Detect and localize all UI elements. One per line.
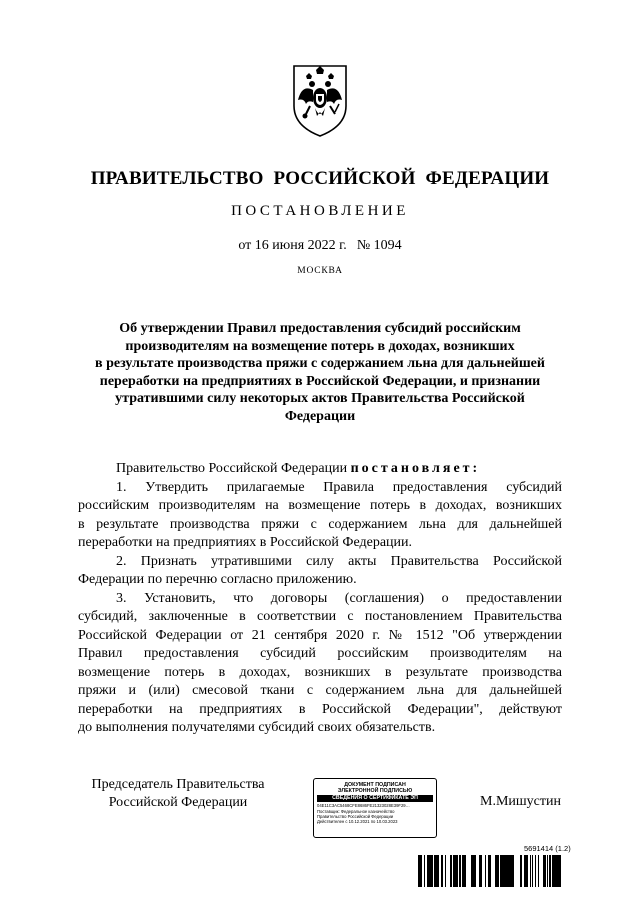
barcode-bar [547,855,548,887]
barcode-bar [429,855,430,887]
barcode-bar [445,855,446,887]
barcode-bar [526,855,528,887]
barcode [418,855,564,887]
body-line: Федерации по перечню согласно приложению. [78,572,357,587]
barcode-bar [506,855,508,887]
barcode-bar [421,855,422,887]
body-line: пряжи и (или) смесовой ткани с содержанием льна для дальнейшей [78,683,562,698]
barcode-bar [504,855,506,887]
barcode-bar [552,855,553,887]
barcode-bar [544,855,545,887]
body-line: российским производителям на возмещение потерь в доходах, возникших [78,498,562,513]
document-subject [78,320,562,425]
barcode-bar [427,855,428,887]
stamp-title-line: ЭЛЕКТРОННОЙ ПОДПИСЬЮ [337,788,413,795]
barcode-bar [479,855,481,887]
government-title: ПРАВИТЕЛЬСТВО РОССИЙСКОЙ ФЕДЕРАЦИИ [90,168,550,189]
barcode-bar [512,855,513,887]
signatory-position-line: Председатель Правительства [91,777,265,792]
barcode-bar [502,855,504,887]
barcode-bar [520,855,522,887]
barcode-bar [501,855,502,887]
body-line: возмещение потерь в доходах, возникших в результате производства [78,664,562,680]
body-line: Правил предоставления субсидий российским производителям на [78,646,562,661]
barcode-bar [437,855,438,887]
barcode-bar [456,855,458,887]
barcode-bar [474,855,476,887]
barcode-bar [428,855,429,887]
stamp-owner2: Правительство Российской Федерации [317,814,394,819]
body-line: переработки на предприятиях в Российской Федерации", действуют [78,701,562,717]
stamp-owner: Поставщик: Федеральное казначейство [317,808,395,814]
barcode-bar [543,855,544,887]
barcode-bar [459,855,460,887]
barcode-bar [554,855,556,887]
stamp-title-line: ДОКУМЕНТ ПОДПИСАН [344,782,406,788]
barcode-bar [485,855,486,887]
decree-intro-text: Правительство Российской Федерации [116,461,351,476]
barcode-bar [532,855,533,887]
barcode-bar [481,855,482,887]
barcode-bar [488,855,489,887]
barcode-bar [500,855,501,887]
body-line: переработки на предприятиях в Российской Федерации. [78,535,413,550]
body-line: 2. Признать утратившими силу акты Правительства Российской [116,553,562,569]
barcode-bar [556,855,558,887]
document-date-line [0,238,640,254]
barcode-bar [545,855,546,887]
subject-line: Об утверждении Правил предоставления субсидий российским [119,321,521,336]
barcode-bar [535,855,536,887]
barcode-bar [495,855,497,887]
barcode-bar [489,855,491,887]
barcode-bar [441,855,442,887]
signatory-position [78,776,278,812]
barcode-number: 5691414 (1.2) [524,844,571,853]
barcode-bar [462,855,463,887]
document-body [78,460,562,738]
subject-line: Федерации [284,408,356,424]
barcode-bar [436,855,437,887]
barcode-bar [524,855,526,887]
body-line: 3. Установить, что договоры (соглашения) о предоставлении [116,590,562,606]
barcode-bar [472,855,474,887]
barcode-bar [508,855,509,887]
barcode-bar [497,855,499,887]
stamp-validity: Действителен с 10.12.2021 по 10.03.2023 [317,819,398,825]
barcode-bar [453,855,455,887]
barcode-bar [438,855,439,887]
barcode-bar [455,855,456,887]
barcode-bar [511,855,512,887]
barcode-bar [418,855,419,887]
signatory-name: М.Мишустин [480,794,561,809]
electronic-signature-stamp [313,778,437,838]
barcode-bar [442,855,443,887]
body-lines [78,479,562,738]
stamp-header: СВЕДЕНИЯ О СЕРТИФИКАТЕ ЭП [317,795,433,802]
document-number: № 1094 [356,238,402,253]
barcode-bar [465,855,466,887]
body-line: до выполнения получателями субсидий своих обязательств. [78,720,436,735]
body-line: в результате производства пряжи с содержанием льна для дальнейшей [78,516,562,532]
subject-line: производителям на возмещение потерь в доходах, возникших [125,338,515,354]
barcode-bar [530,855,531,887]
barcode-bar [558,855,559,887]
russian-coat-of-arms-icon [288,60,352,140]
barcode-bar [471,855,472,887]
stamp-certificate: 04E11C3AC5468CFE8686FE21323028E39F29… [317,803,410,809]
subject-line: утратившими силу некоторых актов Правительства Российской [115,391,525,406]
barcode-bar [424,855,425,887]
barcode-bar [451,855,452,887]
signatory-position-line: Российской Федерации [108,795,248,810]
barcode-bar [559,855,561,887]
document-date: от 16 июня 2022 г. [238,238,347,253]
body-line: Российской Федерации от 21 сентября 2020 г. № 1512 "Об утверждении [78,627,562,643]
subject-line: переработки на предприятиях в Российской Федерации, и признании [99,373,541,389]
barcode-bar [463,855,465,887]
decree-intro [78,460,562,479]
subject-line: в результате производства пряжи с содержанием льна для дальнейшей [95,356,545,371]
document-type: ПОСТАНОВЛЕНИЕ [231,203,409,219]
barcode-bar [538,855,539,887]
barcode-bar [419,855,421,887]
stamp-title [314,782,436,794]
decree-keyword: постановляет: [350,461,481,476]
barcode-bar [450,855,451,887]
barcode-bar [513,855,514,887]
body-line: субсидий, заключенные в соответствии с постановлением Правительства [78,609,562,624]
barcode-bar [553,855,554,887]
barcode-bar [509,855,511,887]
barcode-bar [434,855,436,887]
city: МОСКВА [297,266,343,276]
barcode-bar [431,855,433,887]
barcode-bar [549,855,551,887]
barcode-bar [460,855,461,887]
body-line: 1. Утвердить прилагаемые Правила предоставления субсидий [116,479,562,495]
barcode-bar [430,855,431,887]
